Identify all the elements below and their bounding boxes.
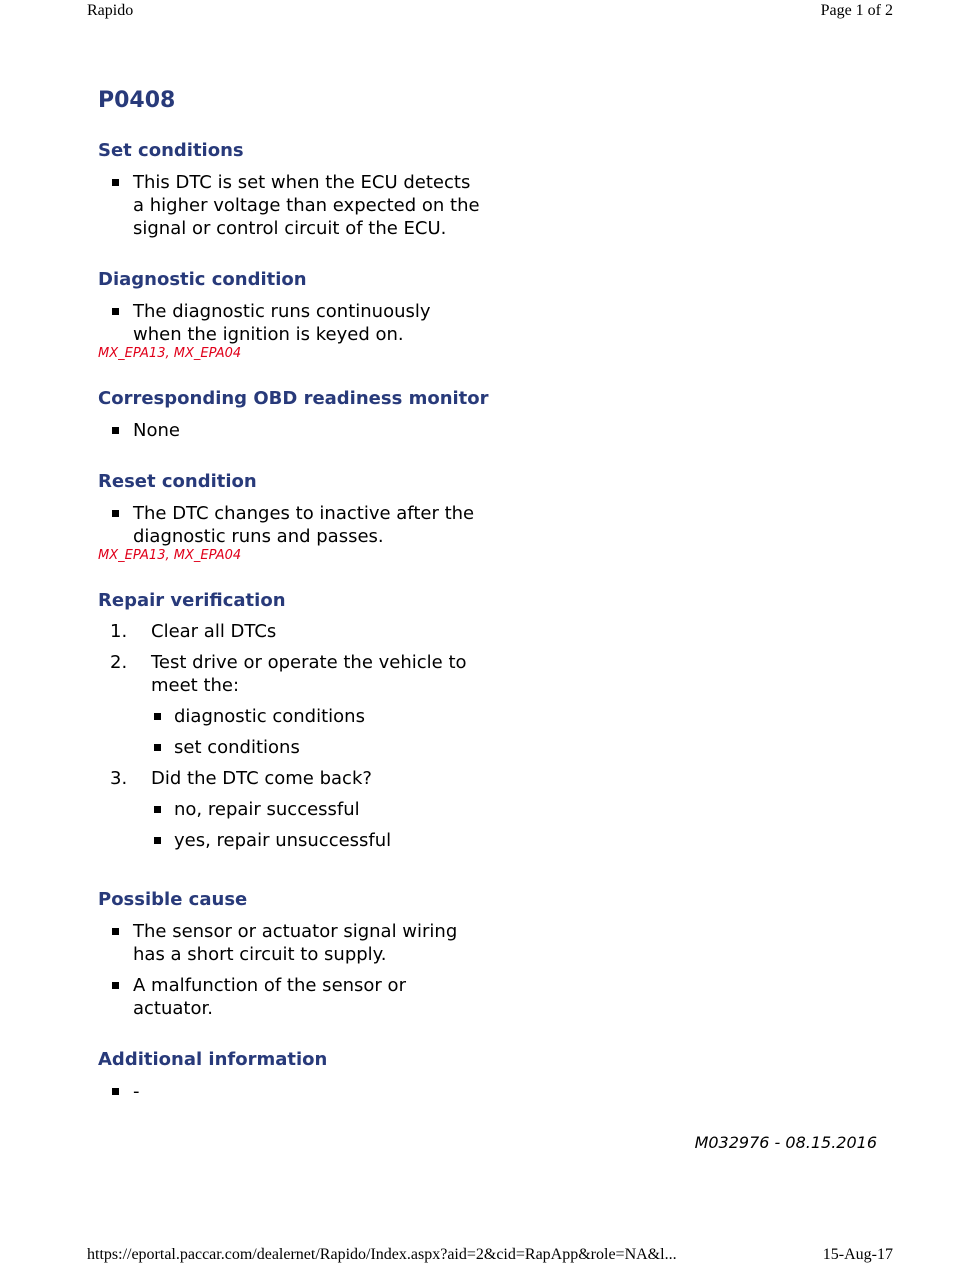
square-bullet-icon xyxy=(112,928,119,935)
applicability-note: MX_EPA13, MX_EPA04 xyxy=(98,548,242,563)
square-bullet-icon xyxy=(112,427,119,434)
step-item xyxy=(98,620,491,643)
square-bullet-icon xyxy=(112,179,119,186)
list-item: The DTC changes to inactive after the diagnostic runs and passes. xyxy=(98,502,483,548)
print-footer-url: https://eportal.paccar.com/dealernet/Rapido/Index.aspx?aid=2&cid=RapApp&role=NA&l... xyxy=(87,1246,677,1263)
document-reference: M032976 - 08.15.2016 xyxy=(694,1133,877,1152)
section-heading-diagnostic-condition: Diagnostic condition xyxy=(98,269,307,290)
sub-list-item: set conditions xyxy=(151,736,491,759)
document-body xyxy=(98,86,898,1103)
square-bullet-icon xyxy=(112,510,119,517)
step-text: Clear all DTCs xyxy=(151,621,277,642)
print-footer-date: 15-Aug-17 xyxy=(822,1246,893,1263)
print-header-title: Rapido xyxy=(87,2,134,19)
repair-verification-steps xyxy=(98,620,898,852)
section-heading-obd-readiness-monitor: Corresponding OBD readiness monitor xyxy=(98,388,489,409)
list-item: None xyxy=(98,419,483,442)
section-heading-additional-information: Additional information xyxy=(98,1049,328,1070)
list-item: - xyxy=(98,1080,483,1103)
step-number: 2. xyxy=(110,652,128,673)
step-sub-list xyxy=(151,705,491,759)
list-item: This DTC is set when the ECU detects a higher voltage than expected on the signal or control circuit of the ECU. xyxy=(98,171,483,240)
sub-list-item: yes, repair unsuccessful xyxy=(151,829,491,852)
step-item xyxy=(98,651,491,759)
obd-monitor-list xyxy=(98,419,898,442)
sub-list-item: no, repair successful xyxy=(151,798,491,821)
diagnostic-condition-list xyxy=(98,300,898,346)
section-heading-possible-cause: Possible cause xyxy=(98,889,248,910)
possible-cause-list xyxy=(98,920,898,1020)
step-text: Did the DTC come back? xyxy=(151,768,372,789)
step-text: Test drive or operate the vehicle to meet the: xyxy=(151,652,467,696)
square-bullet-icon xyxy=(154,806,161,813)
list-item: The sensor or actuator signal wiring has a short circuit to supply. xyxy=(98,920,483,966)
set-conditions-list xyxy=(98,171,898,240)
section-heading-reset-condition: Reset condition xyxy=(98,471,257,492)
print-header-page-number: Page 1 of 2 xyxy=(820,2,893,19)
section-heading-repair-verification: Repair verification xyxy=(98,590,286,611)
step-number: 1. xyxy=(110,621,128,642)
square-bullet-icon xyxy=(112,982,119,989)
additional-information-list xyxy=(98,1080,898,1103)
square-bullet-icon xyxy=(112,1088,119,1095)
square-bullet-icon xyxy=(154,744,161,751)
page-title: P0408 xyxy=(98,88,176,113)
section-heading-set-conditions: Set conditions xyxy=(98,140,244,161)
square-bullet-icon xyxy=(154,837,161,844)
step-sub-list xyxy=(151,798,491,852)
square-bullet-icon xyxy=(112,308,119,315)
reset-condition-list xyxy=(98,502,898,548)
step-number: 3. xyxy=(110,768,128,789)
square-bullet-icon xyxy=(154,713,161,720)
list-item: The diagnostic runs continuously when the ignition is keyed on. xyxy=(98,300,483,346)
list-item: A malfunction of the sensor or actuator. xyxy=(98,974,483,1020)
step-item xyxy=(98,767,491,852)
applicability-note: MX_EPA13, MX_EPA04 xyxy=(98,346,242,361)
sub-list-item: diagnostic conditions xyxy=(151,705,491,728)
